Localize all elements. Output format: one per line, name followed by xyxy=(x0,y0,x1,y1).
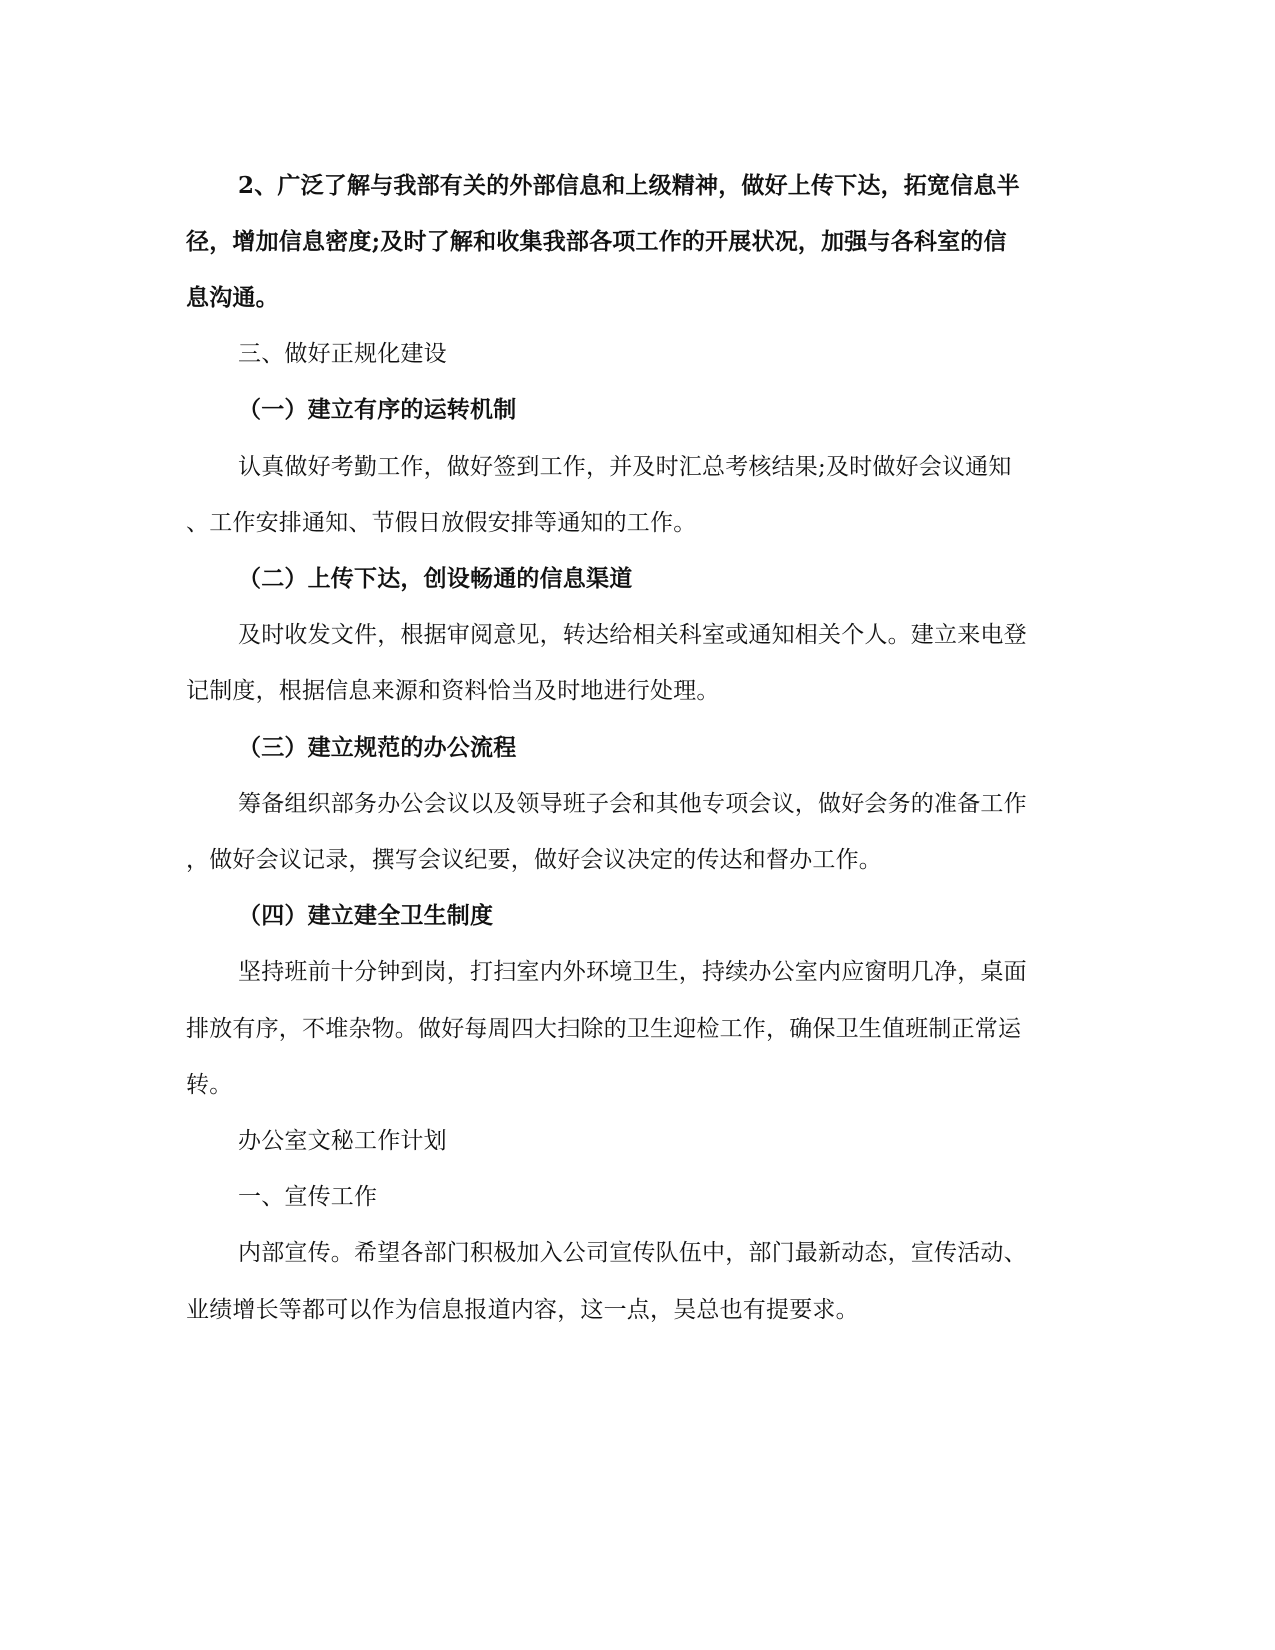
paragraph-line: 2、广泛了解与我部有关的外部信息和上级精神，做好上传下达，拓宽信息半 xyxy=(238,172,1020,199)
paragraph-line: 及时收发文件，根据审阅意见，转达给相关科室或通知相关个人。建立来电登 xyxy=(238,622,1027,648)
paragraph-line: 坚持班前十分钟到岗，打扫室内外环境卫生，持续办公室内应窗明几净，桌面 xyxy=(238,959,1027,985)
paragraph-line: 径，增加信息密度;及时了解和收集我部各项工作的开展状况，加强与各科室的信 xyxy=(186,228,1007,255)
subsection-heading: （三）建立规范的办公流程 xyxy=(238,734,517,761)
section-heading: 三、做好正规化建设 xyxy=(238,341,447,367)
paragraph-line: ，做好会议记录，撰写会议纪要，做好会议决定的传达和督办工作。 xyxy=(186,847,882,873)
paragraph-line: 息沟通。 xyxy=(186,284,279,311)
section-heading: 一、宣传工作 xyxy=(238,1184,378,1210)
subsection-heading: （四）建立建全卫生制度 xyxy=(238,902,494,929)
paragraph-line: 、工作安排通知、节假日放假安排等通知的工作。 xyxy=(186,510,697,536)
paragraph-line: 业绩增长等都可以作为信息报道内容，这一点，吴总也有提要求。 xyxy=(186,1297,859,1323)
paragraph-line: 内部宣传。希望各部门积极加入公司宣传队伍中，部门最新动态，宣传活动、 xyxy=(238,1240,1027,1266)
subsection-heading: （一）建立有序的运转机制 xyxy=(238,396,517,423)
paragraph-line: 转。 xyxy=(186,1072,233,1098)
paragraph-line: 排放有序，不堆杂物。做好每周四大扫除的卫生迎检工作，确保卫生值班制正常运 xyxy=(186,1016,1022,1042)
paragraph-line: 认真做好考勤工作，做好签到工作，并及时汇总考核结果;及时做好会议通知 xyxy=(238,454,1012,480)
document-title: 办公室文秘工作计划 xyxy=(238,1128,447,1154)
paragraph-line: 筹备组织部务办公会议以及领导班子会和其他专项会议，做好会务的准备工作 xyxy=(238,791,1027,817)
paragraph-line: 记制度，根据信息来源和资料恰当及时地进行处理。 xyxy=(186,678,720,704)
subsection-heading: （二）上传下达，创设畅通的信息渠道 xyxy=(238,565,633,592)
